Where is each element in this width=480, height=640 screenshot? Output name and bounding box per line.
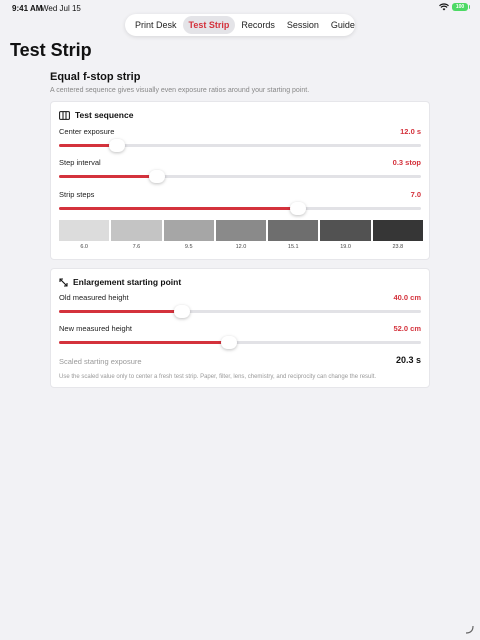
patch-label: 7.6 — [132, 244, 141, 250]
old-height-slider[interactable] — [59, 310, 421, 313]
test-strip-preview — [59, 220, 423, 250]
strip-patch — [373, 220, 423, 250]
battery-icon: 100 — [452, 3, 468, 11]
old-height-row — [59, 293, 421, 313]
scaled-exposure-value: 20.3 s — [395, 355, 421, 365]
slider-fill — [59, 175, 157, 178]
page-title: Test Strip — [10, 40, 92, 60]
section-title: Equal f-stop strip — [50, 71, 141, 83]
patch-swatch — [268, 220, 318, 241]
card-title: Enlargement starting point — [73, 277, 182, 287]
columns-icon — [59, 111, 70, 120]
tab-bar — [125, 14, 355, 36]
strip-patch — [268, 220, 318, 250]
status-time: 9:41 AM — [12, 4, 43, 13]
patch-label: 12.0 — [235, 244, 247, 250]
old-height-label: Old measured height — [59, 293, 129, 302]
old-height-value: 40.0 cm — [393, 293, 421, 302]
new-height-value: 52.0 cm — [393, 324, 421, 333]
tab-records[interactable]: Records — [241, 20, 275, 30]
card-title: Test sequence — [75, 110, 134, 120]
center-exposure-value: 12.0 s — [400, 127, 421, 136]
test-sequence-card — [50, 101, 430, 260]
center-exposure-row — [59, 127, 421, 147]
patch-label: 6.0 — [80, 244, 88, 250]
card-header — [59, 110, 133, 120]
patch-label: 15.1 — [287, 244, 299, 250]
patch-swatch — [373, 220, 423, 241]
patch-swatch — [216, 220, 266, 241]
patch-swatch — [111, 220, 161, 241]
new-height-slider[interactable] — [59, 341, 421, 344]
slider-fill — [59, 310, 182, 313]
step-interval-row — [59, 158, 421, 178]
patch-label: 9.5 — [184, 244, 193, 250]
slider-fill — [59, 207, 298, 210]
center-exposure-label: Center exposure — [59, 127, 115, 136]
card-header — [59, 277, 181, 287]
status-date: Wed Jul 15 — [41, 4, 81, 13]
status-icons — [439, 3, 468, 11]
slider-thumb[interactable] — [109, 139, 125, 152]
strip-patch — [320, 220, 370, 250]
patch-label: 23.8 — [392, 244, 404, 250]
scaled-exposure-label: Scaled starting exposure — [59, 357, 142, 366]
strip-patch — [59, 220, 109, 250]
strip-patch — [164, 220, 214, 250]
scaled-exposure-note: Use the scaled value only to center a fresh test strip. Paper, filter, lens, chemistry, and reciprocity can change the result. — [59, 374, 377, 380]
slider-thumb[interactable] — [174, 305, 190, 318]
patch-swatch — [59, 220, 109, 241]
tab-session[interactable]: Session — [286, 20, 319, 30]
wifi-icon — [439, 3, 449, 11]
strip-steps-row — [59, 190, 421, 210]
patch-swatch — [164, 220, 214, 241]
slider-thumb[interactable] — [221, 336, 237, 349]
section-subtitle: A centered sequence gives visually even exposure ratios around your starting point. — [50, 87, 310, 94]
tab-guide[interactable]: Guide — [330, 20, 355, 30]
step-interval-label: Step interval — [59, 158, 101, 167]
strip-steps-slider[interactable] — [59, 207, 421, 210]
patch-label: 19.0 — [340, 244, 351, 250]
new-height-label: New measured height — [59, 324, 132, 333]
strip-steps-label: Strip steps — [59, 190, 95, 199]
slider-thumb[interactable] — [149, 170, 165, 183]
tab-test-strip[interactable]: Test Strip — [183, 16, 236, 34]
expand-arrows-icon — [59, 278, 68, 287]
step-interval-value: 0.3 stop — [392, 158, 421, 167]
strip-steps-value: 7.0 — [410, 190, 421, 199]
strip-patch — [111, 220, 161, 250]
center-exposure-slider[interactable] — [59, 144, 421, 147]
enlargement-card — [50, 268, 430, 388]
new-height-row — [59, 324, 421, 344]
resize-grip-icon[interactable] — [464, 624, 474, 634]
slider-fill — [59, 341, 229, 344]
slider-thumb[interactable] — [290, 202, 306, 215]
tab-print-desk[interactable]: Print Desk — [135, 20, 177, 30]
patch-swatch — [320, 220, 370, 241]
strip-patch — [216, 220, 266, 250]
step-interval-slider[interactable] — [59, 175, 421, 178]
